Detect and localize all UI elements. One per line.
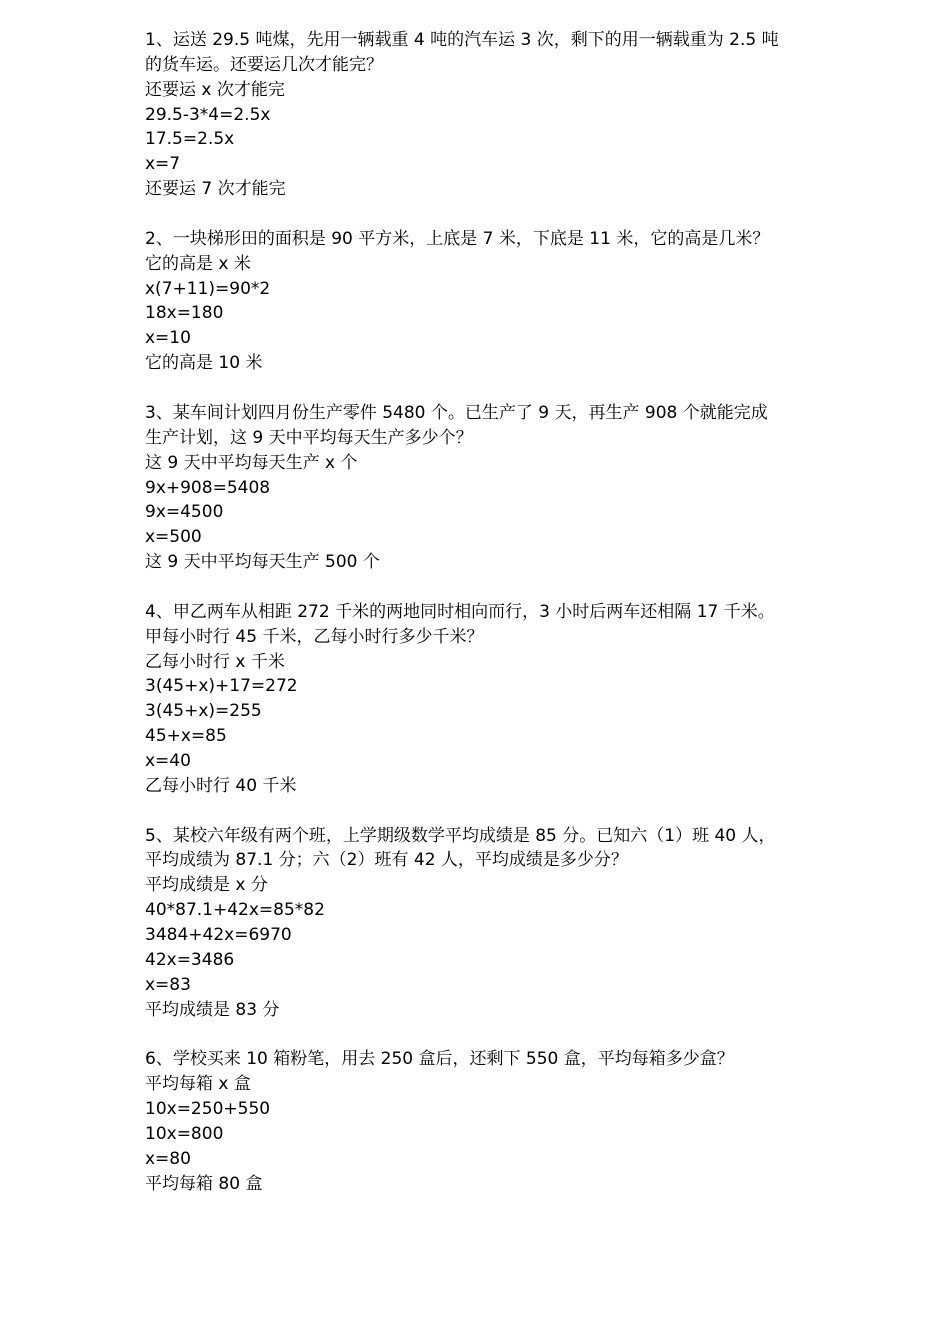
solution-line: x(7+11)=90*2 [145,278,271,299]
solution-line: x=500 [145,527,202,548]
question-line: 平均成绩为 87.1 分；六（2）班有 42 人，平均成绩是多少分？ [145,850,628,871]
solution-line: 平均每箱 80 盒 [145,1173,263,1194]
solution-line: 它的高是 x 米 [145,253,251,274]
problem-6 [145,1047,845,1196]
solution-line: 29.5-3*4=2.5x [145,104,271,125]
solution-line: 这 9 天中平均每天生产 x 个 [145,452,358,473]
solution-line: 还要运 7 次才能完 [145,179,286,200]
solution-line: 还要运 x 次才能完 [145,79,285,100]
solution-line: 这 9 天中平均每天生产 500 个 [145,552,380,573]
solution-line: 乙每小时行 x 千米 [145,651,285,672]
solution-line: 平均成绩是 x 分 [145,875,268,896]
solution-line: x=10 [145,328,191,349]
question-line: 6、学校买来 10 箱粉笔，用去 250 盒后，还剩下 550 盒，平均每箱多少盒？ [145,1049,734,1070]
question-line: 1、运送 29.5 吨煤，先用一辆载重 4 吨的汽车运 3 次，剩下的用一辆载重为 2.5 吨 [145,30,779,50]
solution-line: 17.5=2.5x [145,129,235,150]
problem-4 [145,600,845,799]
solution-line: 18x=180 [145,303,224,324]
problem-1 [145,28,845,202]
solution-line: 平均每箱 x 盒 [145,1074,251,1095]
solution-line: 10x=250+550 [145,1099,271,1120]
solution-line: x=83 [145,974,191,995]
solution-line: 3484+42x=6970 [145,925,292,945]
question-line: 4、甲乙两车从相距 272 千米的两地同时相向而行，3 小时后两车还相隔 17 千米。 [145,601,775,622]
solution-line: x=80 [145,1148,191,1169]
question-line: 甲每小时行 45 千米，乙每小时行多少千米？ [145,626,484,647]
solution-line: 3(45+x)+17=272 [145,676,298,697]
question-line: 生产计划，这 9 天中平均每天生产多少个？ [145,427,473,448]
question-line: 2、一块梯形田的面积是 90 平方米，上底是 7 米，下底是 11 米，它的高是几米？ [145,228,770,249]
question-line: 的货车运。还要运几次才能完？ [145,54,383,75]
problem-2 [145,227,845,376]
solution-line: 它的高是 10 米 [145,353,263,374]
solution-line: 10x=800 [145,1123,224,1144]
solution-line: x=7 [145,154,181,175]
solution-line: 40*87.1+42x=85*82 [145,900,325,921]
problem-5 [145,824,845,1023]
solution-line: 42x=3486 [145,949,235,970]
solution-line: 9x+908=5408 [145,477,271,498]
problem-3 [145,401,845,575]
question-line: 3、某车间计划四月份生产零件 5480 个。已生产了 9 天，再生产 908 个就能完成 [145,402,768,423]
solution-line: 3(45+x)=255 [145,701,262,722]
solution-line: 平均成绩是 83 分 [145,999,280,1020]
solution-line: x=40 [145,750,191,771]
solution-line: 45+x=85 [145,726,227,747]
document-page [145,28,845,1196]
solution-line: 乙每小时行 40 千米 [145,775,297,796]
solution-line: 9x=4500 [145,502,224,523]
question-line: 5、某校六年级有两个班，上学期级数学平均成绩是 85 分。已知六（1）班 40 人， [145,825,776,846]
